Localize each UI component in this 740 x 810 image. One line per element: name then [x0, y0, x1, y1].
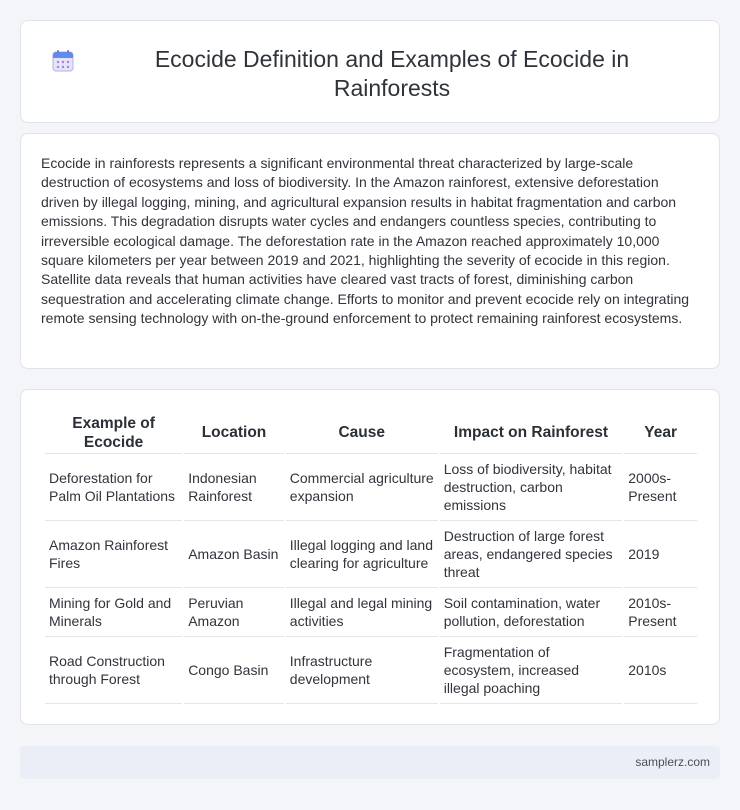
table-cell: Fragmentation of ecosystem, increased illegal poaching — [440, 637, 623, 704]
column-header: Year — [624, 412, 697, 454]
table-row — [45, 588, 697, 637]
table-cell: Peruvian Amazon — [184, 588, 284, 637]
footer-site-link[interactable]: samplerz.com — [635, 755, 710, 769]
table-cell: Soil contamination, water pollution, deforestation — [440, 588, 623, 637]
description-card — [20, 133, 720, 369]
column-header: Impact on Rainforest — [440, 412, 623, 454]
table-cell: Road Construction through Forest — [45, 637, 182, 704]
table-cell: 2019 — [624, 521, 697, 588]
page-title: Ecocide Definition and Examples of Ecocide in Rainforests — [154, 46, 630, 101]
table-cell: Deforestation for Palm Oil Plantations — [45, 454, 182, 521]
table-row — [45, 521, 697, 588]
table-cell: Loss of biodiversity, habitat destruction, carbon emissions — [440, 454, 623, 521]
table-cell: Amazon Basin — [184, 521, 284, 588]
table-cell: Infrastructure development — [286, 637, 438, 704]
footer — [20, 746, 720, 779]
column-header: Cause — [286, 412, 438, 454]
table-cell: 2000s-Present — [624, 454, 697, 521]
table-row — [45, 454, 697, 521]
table-card — [20, 389, 720, 725]
table-cell: Illegal logging and land clearing for agriculture — [286, 521, 438, 588]
ecocide-table — [43, 412, 699, 704]
table-cell: Commercial agriculture expansion — [286, 454, 438, 521]
table-cell: Amazon Rainforest Fires — [45, 521, 182, 588]
table-row — [45, 637, 697, 704]
title-card — [20, 20, 720, 123]
table-cell: Illegal and legal mining activities — [286, 588, 438, 637]
table-header-row — [45, 412, 697, 454]
table-cell: Mining for Gold and Minerals — [45, 588, 182, 637]
column-header: Example of Ecocide — [45, 412, 182, 454]
table-cell: 2010s-Present — [624, 588, 697, 637]
column-header: Location — [184, 412, 284, 454]
description-text: Ecocide in rainforests represents a significant environmental threat characterized by large-scale destruction of ecosystems and loss of biodiversity. In the Amazon rainforest, extensive deforestation driven by illegal logging, mining, and agricultural expansion results in habitat fragmentation and carbon emissions. This degradation disrupts water cycles and endangers countless species, contributing to irreversible ecological damage. The deforestation rate in the Amazon reached approximately 10,000 square kilometers per year between 2019 and 2021, highlighting the severity of ecocide in this region. Satellite data reveals that human activities have cleared vast tracts of forest, diminishing carbon sequestration and accelerating climate change. Efforts to monitor and prevent ecocide rely on integrating remote sensing technology with on-the-ground enforcement to protect remaining rainforest ecosystems. — [41, 155, 690, 327]
table-cell: Indonesian Rainforest — [184, 454, 284, 521]
table-cell: Destruction of large forest areas, endangered species threat — [440, 521, 623, 588]
title-row — [21, 21, 719, 103]
calendar-icon — [51, 49, 75, 73]
table-cell: 2010s — [624, 637, 697, 704]
table-cell: Congo Basin — [184, 637, 284, 704]
